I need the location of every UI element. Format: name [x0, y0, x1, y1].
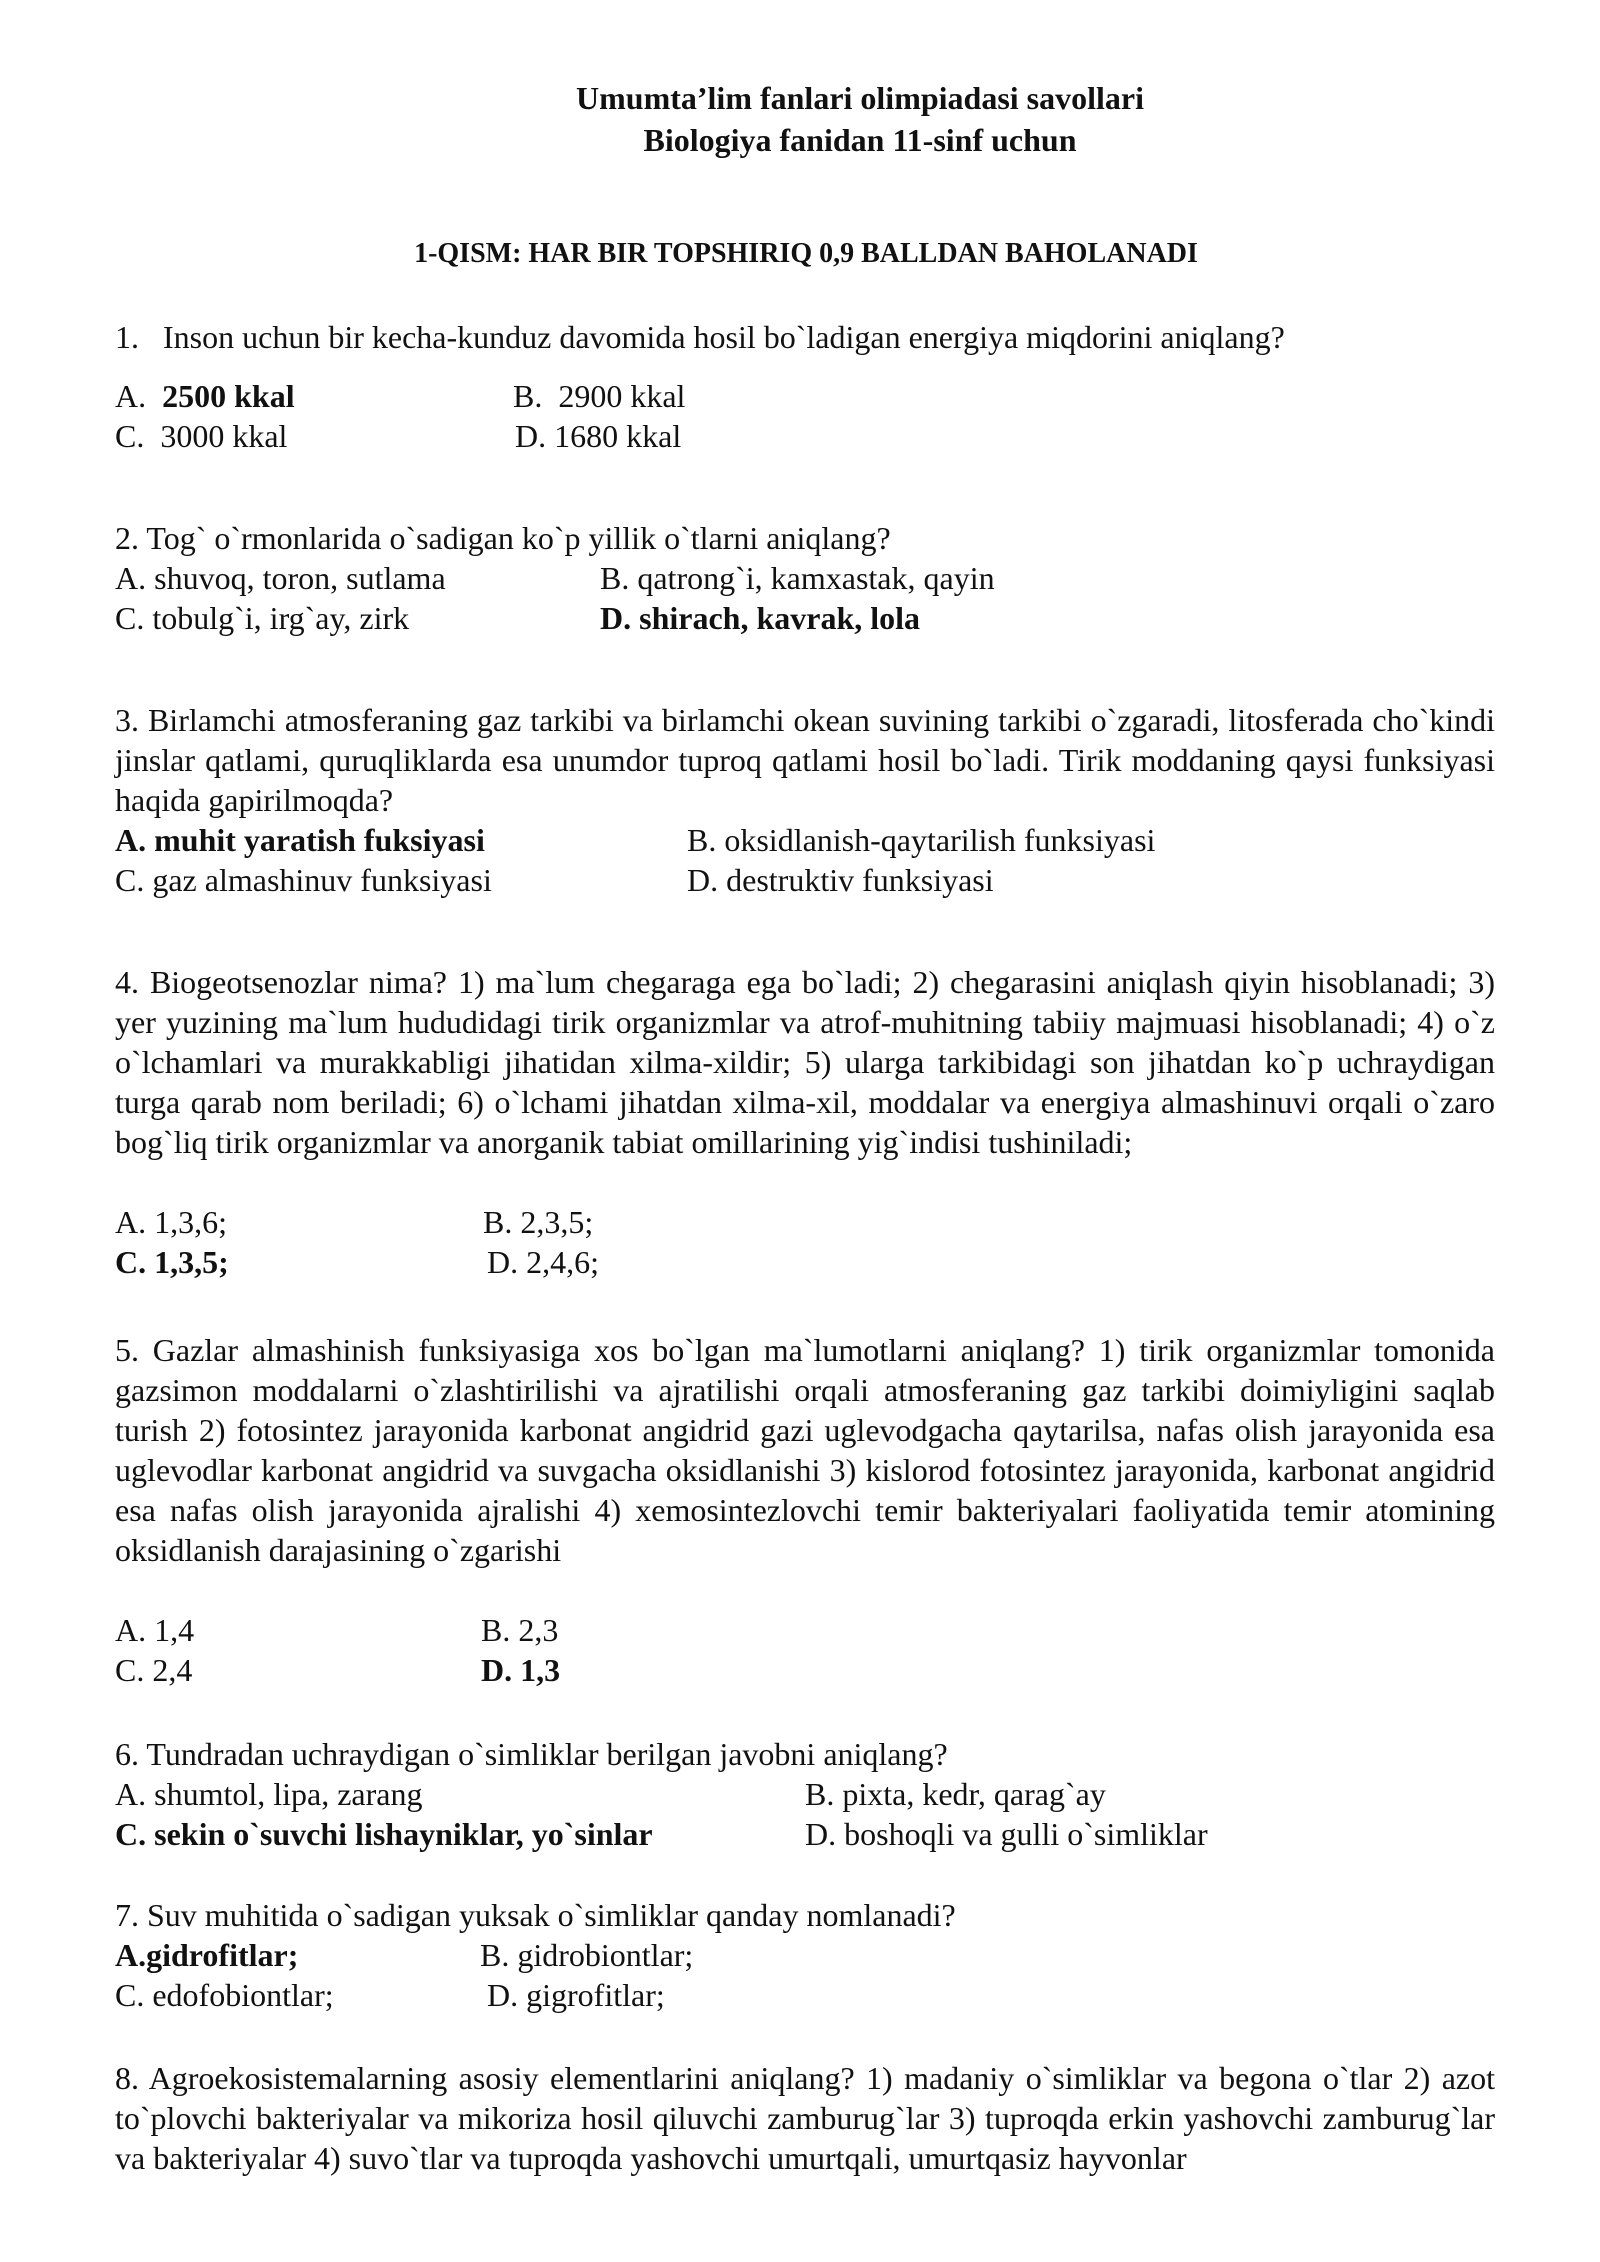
question-4-option-c: C. 1,3,5;	[115, 1244, 229, 1280]
question-1-options-row-1	[115, 376, 1495, 416]
question-1-option-a: A. 2500 kkal	[115, 378, 295, 414]
question-7-options-row-1	[115, 1935, 1495, 1975]
question-2-text: 2. Tog` o`rmonlarida o`sadigan ko`p yillik o`tlarni aniqlang?	[115, 520, 891, 556]
question-7-option-a: A.gidrofitlar;	[115, 1937, 299, 1973]
question-6-options-row-2	[115, 1814, 1495, 1854]
question-7-text: 7. Suv muhitida o`sadigan yuksak o`simliklar qanday nomlanadi?	[115, 1897, 956, 1933]
question-3-options-row-1	[115, 820, 1495, 860]
question-4-option-b: B. 2,3,5;	[483, 1204, 594, 1240]
question-7-option-d: D. gigrofitlar;	[487, 1977, 665, 2013]
question-2-options-row-1	[115, 558, 1495, 598]
question-4-option-a: A. 1,3,6;	[115, 1204, 227, 1240]
question-1-option-c: C. 3000 kkal	[115, 418, 288, 454]
question-4-option-d: D. 2,4,6;	[487, 1244, 599, 1280]
question-3-option-b: B. oksidlanish-qaytarilish funksiyasi	[687, 822, 1156, 858]
question-7-options-row-2	[115, 1975, 1495, 2015]
question-1-option-b: B. 2900 kkal	[513, 378, 686, 414]
question-5-options-row-2	[115, 1650, 1495, 1690]
section-heading: 1-QISM: HAR BIR TOPSHIRIQ 0,9 BALLDAN BAHOLANADI	[414, 238, 1198, 269]
question-1-option-d: D. 1680 kkal	[515, 418, 682, 454]
question-5-option-a: A. 1,4	[115, 1612, 195, 1648]
question-2-option-c: C. tobulg`i, irg`ay, zirk	[115, 600, 410, 636]
question-3-options-row-2	[115, 860, 1495, 900]
question-4-options-row-1	[115, 1202, 1495, 1242]
page-title: Umumta’lim fanlari olimpiadasi savollari	[576, 80, 1144, 116]
question-4-text: 4. Biogeotsenozlar nima? 1) ma`lum chegaraga ega bo`ladi; 2) chegarasini aniqlash qiyin hisoblanadi; 3) yer yuzining ma`lum hududidagi tirik organizmlar va atrof-muhitning tabiiy majmuasi hisoblanadi; 4) o`z o`lchamlari va murakkabligi jihatidan xilma-xildir; 5) ularga tarkibidagi son jihatdan ko`p uchraydigan turga qarab nom beriladi; 6) o`lchami jihatdan xilma-xil, moddalar va energiya almashinuvi orqali o`zaro bog`liq tirik organizmlar va anorganik tabiat omillarining yig`indisi tushiniladi;	[115, 964, 1495, 1160]
question-1-options-row-2	[115, 416, 1495, 456]
question-2-options-row-2	[115, 598, 1495, 638]
question-2-option-b: B. qatrong`i, kamxastak, qayin	[600, 560, 995, 596]
question-6-option-c: C. sekin o`suvchi lishayniklar, yo`sinlar	[115, 1816, 653, 1852]
question-6-options-row-1	[115, 1774, 1495, 1814]
question-3-option-a: A. muhit yaratish fuksiyasi	[115, 822, 485, 858]
question-7-option-b: B. gidrobiontlar;	[480, 1937, 694, 1973]
question-5-options-row-1	[115, 1610, 1495, 1650]
question-6-option-b: B. pixta, kedr, qarag`ay	[805, 1776, 1106, 1812]
question-5-option-d: D. 1,3	[481, 1652, 561, 1688]
question-2-option-d: D. shirach, kavrak, lola	[600, 600, 921, 636]
question-4-options-row-2	[115, 1242, 1495, 1282]
question-7-option-c: C. edofobiontlar;	[115, 1977, 334, 2013]
question-5-text: 5. Gazlar almashinish funksiyasiga xos bo`lgan ma`lumotlarni aniqlang? 1) tirik organizmlar tomonida gazsimon moddalarni o`zlashtirilishi va ajratilishi orqali atmosferaning gaz tarkibi doimiyligini saqlab turish 2) fotosintez jarayonida karbonat angidrid gazi uglevodgacha qaytarilsa, nafas olish jarayonida esa uglevodlar karbonat angidrid va suvgacha oksidlanishi 3) kislorod fotosintez jarayonida, karbonat angidrid esa nafas olish jarayonida ajralishi 4) xemosintezlovchi temir bakteriyalari faoliyatida temir atomining oksidlanish darajasining o`zgarishi	[115, 1332, 1495, 1568]
question-3-option-c: C. gaz almashinuv funksiyasi	[115, 862, 492, 898]
question-5-option-c: C. 2,4	[115, 1652, 193, 1688]
page-subtitle: Biologiya fanidan 11-sinf uchun	[643, 122, 1077, 158]
question-6-text: 6. Tundradan uchraydigan o`simliklar berilgan javobni aniqlang?	[115, 1736, 948, 1772]
question-6-option-a: A. shumtol, lipa, zarang	[115, 1776, 423, 1812]
question-8-text: 8. Agroekosistemalarning asosiy elementlarini aniqlang? 1) madaniy o`simliklar va begona o`tlar 2) azot to`plovchi bakteriyalar va mikoriza hosil qiluvchi zamburug`lar 3) tuproqda erkin yashovchi zamburug`lar va bakteriyalar 4) suvo`tlar va tuproqda yashovchi umurtqali, umurtqasiz hayvonlar	[115, 2060, 1495, 2176]
question-1-text: 1. Inson uchun bir kecha-kunduz davomida hosil bo`ladigan energiya miqdorini aniqlang?	[115, 319, 1285, 355]
question-2-option-a: A. shuvoq, toron, sutlama	[115, 560, 446, 596]
question-3-text: 3. Birlamchi atmosferaning gaz tarkibi va birlamchi okean suvining tarkibi o`zgaradi, litosferada cho`kindi jinslar qatlami, quruqliklarda esa unumdor tuproq qatlami hosil bo`ladi. Tirik moddaning qaysi funksiyasi haqida gapirilmoqda?	[115, 702, 1495, 818]
question-5-option-b: B. 2,3	[481, 1612, 559, 1648]
question-3-option-d: D. destruktiv funksiyasi	[687, 862, 994, 898]
question-6-option-d: D. boshoqli va gulli o`simliklar	[805, 1816, 1208, 1852]
